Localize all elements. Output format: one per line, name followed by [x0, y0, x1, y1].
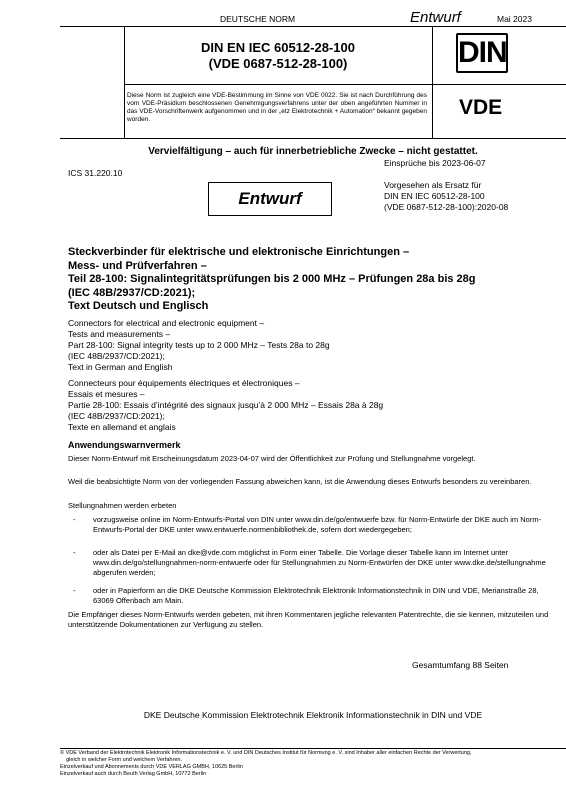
vde-number: (VDE 0687-512-28-100) — [208, 56, 348, 71]
bullet-dash: - — [73, 515, 76, 524]
footer-line: Einzelverkauf und Abonnements durch VDE VERLAG GMBH, 10625 Berlin — [60, 764, 243, 770]
draft-status-label: Entwurf — [410, 9, 461, 26]
list-item-text: vorzugsweise online im Norm-Entwurfs-Portal von DIN unter www.din.de/go/entwuerfe bzw. für Norm-Entwürfe der DKE auch im Norm-Entwurfs-Portal der DKE unter www.entwuerfe.normenbibliothek.de, sofern dort wiedergegeben; — [93, 515, 542, 534]
vde-regulation-note: Diese Norm ist zugleich eine VDE-Bestimmung im Sinne von VDE 0022. Sie ist nach Durchführung des vom VDE-Präsidium beschlossenen Genehmigungsverfahrens unter der oben angeführten Nummer in das VDE-Vorschriftenwerk aufgenommen und in der „etz Elektrotechnik + Automation“ bekannt gegeben worden. — [127, 92, 427, 123]
title-line: (IEC 48B/2937/CD:2021); — [68, 351, 165, 361]
title-french — [68, 378, 558, 433]
standard-number: DIN EN IEC 60512-28-100 — [201, 40, 355, 55]
warning-paragraph-4: Die Empfänger dieses Norm-Entwurfs werden gebeten, mit ihren Kommentaren jegliche relevanten Patentrechte, die sie kennen, mitzuteilen und unterstützende Dokumentationen zur Verfügung zu stellen. — [68, 610, 549, 629]
draft-stamp: Entwurf — [238, 189, 302, 208]
title-line: Mess- und Prüfverfahren – — [68, 259, 207, 272]
dke-line: DKE Deutsche Kommission Elektrotechnik Elektronik Informationstechnik in DIN und VDE — [143, 710, 483, 720]
title-line: Essais et mesures – — [68, 389, 145, 399]
footer-line: Einzelverkauf auch durch Beuth Verlag GmbH, 10772 Berlin — [60, 771, 207, 777]
warning-heading: Anwendungswarnvermerk — [68, 440, 181, 450]
title-line: Connecteurs pour équipements électriques et électroniques – — [68, 378, 300, 388]
list-item-text: oder in Papierform an die DKE Deutsche Kommission Elektrotechnik Elektronik Informationstechnik in DIN und VDE, Merianstraße 28, 63069 Offenbach am Main. — [93, 586, 539, 605]
bullet-dash: - — [73, 586, 76, 595]
title-line: (IEC 48B/2937/CD:2021); — [68, 286, 196, 299]
title-line: Tests and measurements – — [68, 329, 171, 339]
footer-line: © VDE Verband der Elektrotechnik Elektronik Informationstechnik e. V. und DIN Deutsches Institut für Normung e. V. sind Inhaber aller einfachen Rechte der Verwertung, — [60, 750, 472, 756]
warning-paragraph-2: Weil die beabsichtigte Norm von der vorliegenden Fassung abweichen kann, ist die Anwendung dieses Entwurfs besonders zu vereinbaren. — [68, 477, 532, 486]
warning-paragraph-3: Stellungnahmen werden erbeten — [68, 501, 177, 510]
replacement-line-3: (VDE 0687-512-28-100):2020-08 — [384, 202, 509, 212]
title-line: (IEC 48B/2937/CD:2021); — [68, 411, 165, 421]
box-divider-right — [432, 26, 433, 138]
box-divider-middle — [124, 84, 566, 85]
standard-number-block — [124, 40, 432, 72]
title-line: Partie 28-100: Essais d’intégrité des signaux jusqu’à 2 000 MHz – Essais 28a à 28g — [68, 400, 384, 410]
title-line: Text in German and English — [68, 362, 173, 372]
document-type-label: DEUTSCHE NORM — [220, 14, 296, 24]
copyright-footer — [60, 750, 566, 778]
total-pages: Gesamtumfang 88 Seiten — [412, 660, 509, 670]
vde-logo: VDE — [459, 96, 503, 119]
replacement-note — [384, 180, 508, 213]
title-line: Text Deutsch und Englisch — [68, 300, 209, 312]
bullet-dash: - — [73, 548, 76, 557]
list-item-text: oder als Datei per E-Mail an dke@vde.com möglichst in Form einer Tabelle. Die Vorlage dieser Tabelle kann im Internet unter www.din.de/go/stellungnahmen-norm-entwuerfe oder für Stellungnahmen zu Norm-Entwürfen der DKE unter www.dke.de/stellungnahme abgerufen werden; — [93, 548, 546, 577]
title-line: Connectors for electrical and electronic equipment – — [68, 318, 265, 328]
top-rule — [60, 26, 566, 27]
title-line: Steckverbinder für elektrische und elektronische Einrichtungen – — [68, 246, 410, 258]
box-bottom-rule — [60, 138, 566, 139]
title-german — [68, 246, 558, 314]
title-line: Texte en allemand et anglais — [68, 422, 176, 432]
footer-line: gleich in welcher Form und welchem Verfahren. — [60, 757, 182, 763]
din-logo: DIN — [456, 33, 508, 73]
replacement-line-2: DIN EN IEC 60512-28-100 — [384, 191, 485, 201]
title-line: Teil 28-100: Signalintegritätsprüfungen bis 2 000 MHz – Prüfungen 28a bis 28g — [68, 273, 476, 285]
footer-rule — [60, 748, 566, 749]
title-english — [68, 318, 558, 373]
ics-code: ICS 31.220.10 — [68, 168, 123, 178]
publication-date: Mai 2023 — [497, 14, 532, 24]
warning-paragraph-1: Dieser Norm-Entwurf mit Erscheinungsdatum 2023-04-07 wird der Öffentlichkeit zur Prüfung und Stellungnahme vorgelegt. — [68, 454, 476, 463]
reproduction-notice: Vervielfältigung – auch für innerbetriebliche Zwecke – nicht gestattet. — [148, 146, 478, 157]
replacement-line-1: Vorgesehen als Ersatz für — [384, 180, 482, 190]
objection-deadline: Einsprüche bis 2023-06-07 — [384, 158, 486, 168]
title-line: Part 28-100: Signal integrity tests up to 2 000 MHz – Tests 28a to 28g — [68, 340, 330, 350]
